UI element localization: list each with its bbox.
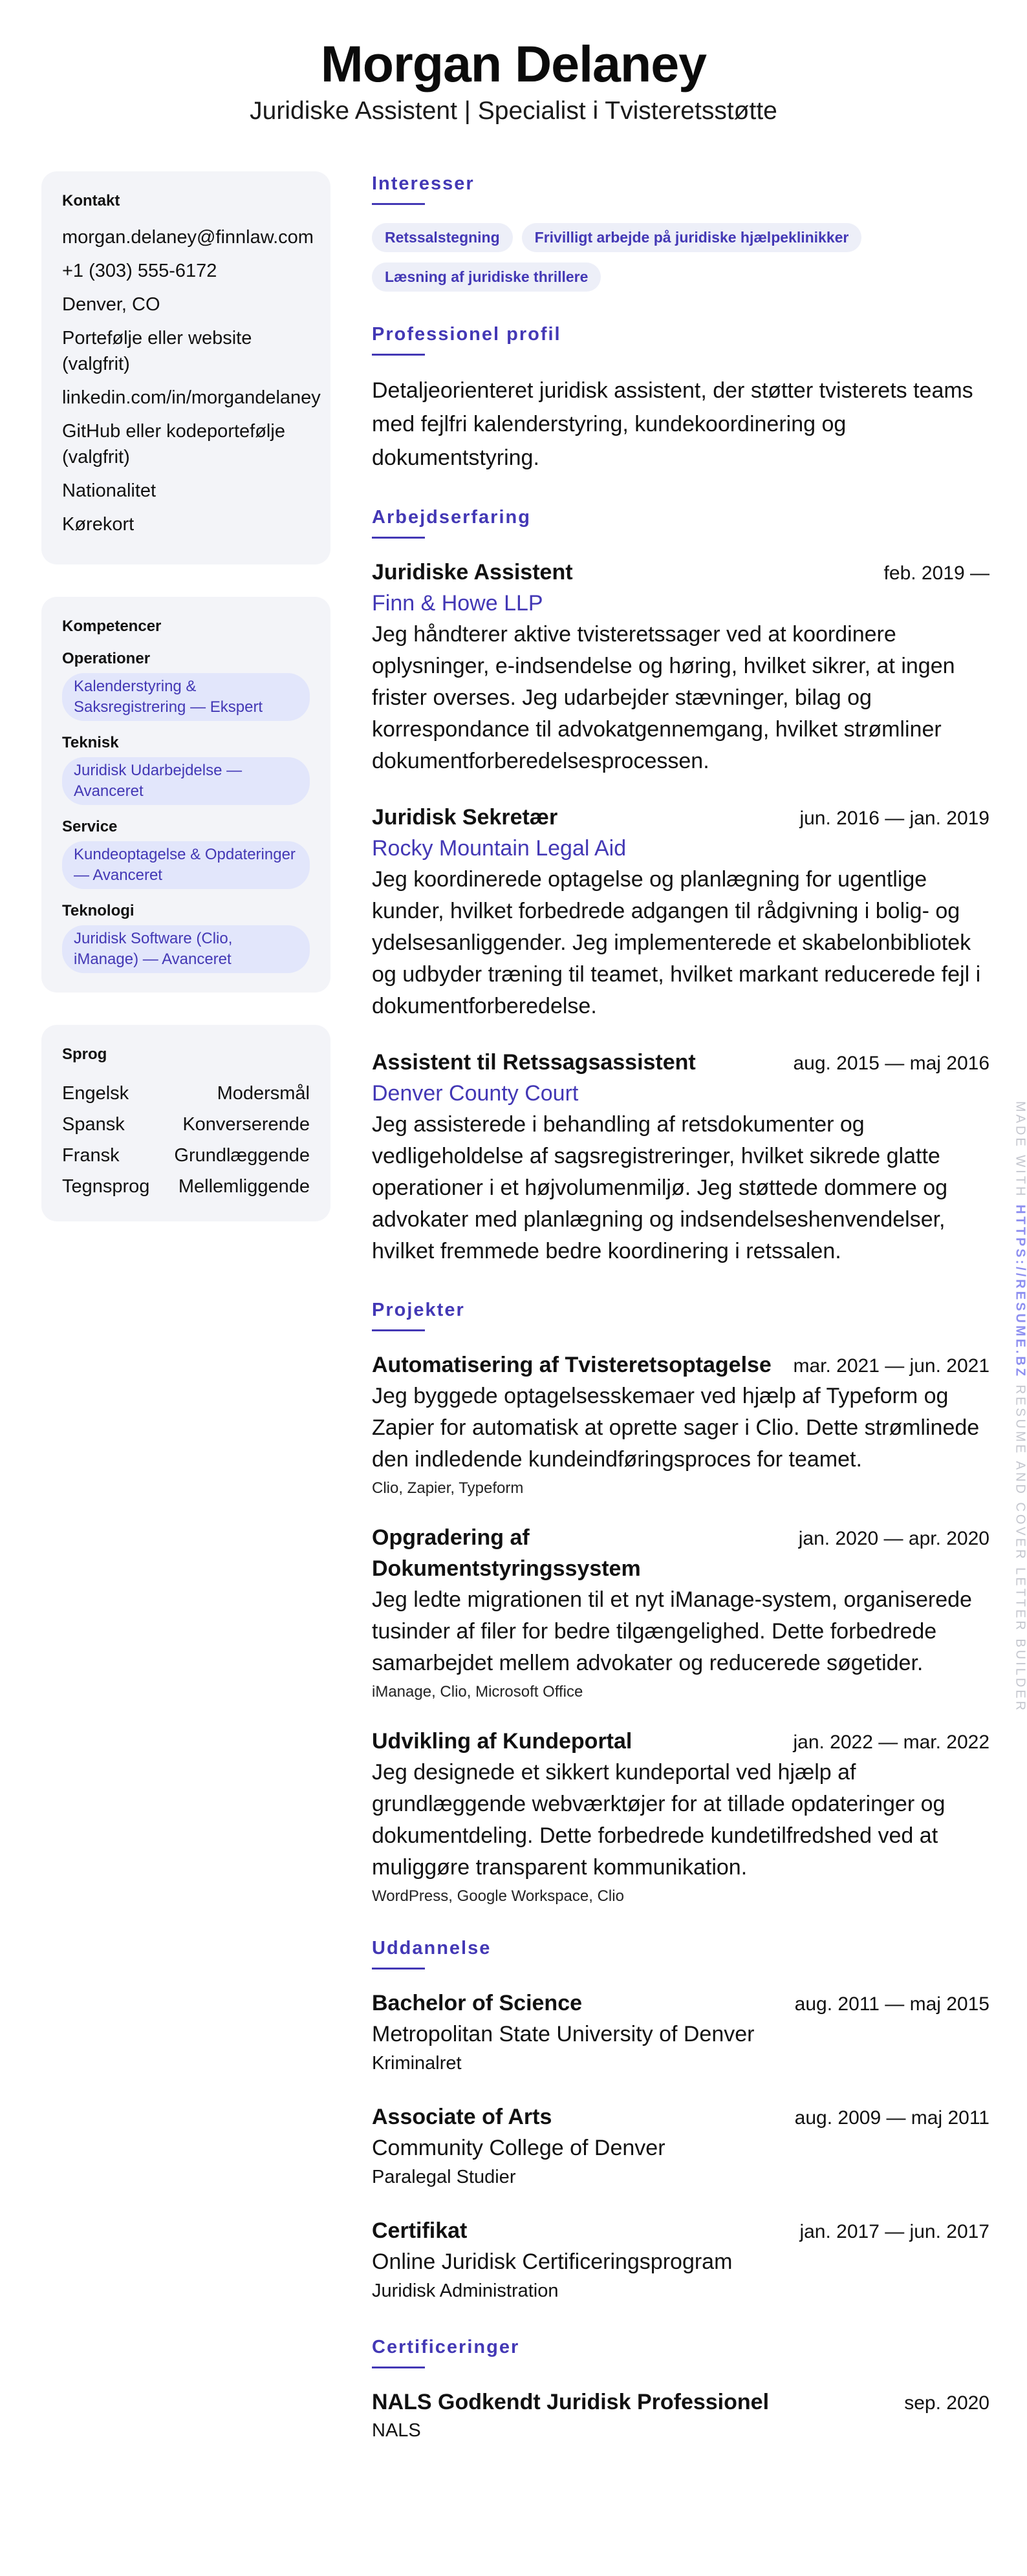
school: Online Juridisk Certificeringsprogram: [372, 2249, 733, 2274]
job-description: Jeg håndterer aktive tvisteretssager ved at koordinere oplysninger, e-indsendelse og høring, hvilket sikrer, at ingen frister overses. Jeg udarbejder stævninger, bilag og korrespondance til advokatgennemgang, hvilket strømliner dokumentforberedelsesprocessen.: [372, 622, 955, 773]
language-name: Engelsk: [62, 1083, 129, 1104]
project-date: jan. 2020 — apr. 2020: [798, 1528, 989, 1549]
education-entry: [372, 1988, 989, 2077]
skill-group-name: Operationer: [62, 650, 151, 667]
contact-phone[interactable]: +1 (303) 555-6172: [62, 261, 217, 281]
certification-issuer: NALS: [372, 2420, 421, 2441]
skills-heading: Kompetencer: [62, 617, 162, 635]
project-description: Jeg ledte migrationen til et nyt iManage-system, organiserede tusinder af filer for bedre tilgængelighed. Dette forbedrede samarbejdet mellem advokater og reducerede søgetider.: [372, 1587, 972, 1675]
language-name: Fransk: [62, 1145, 120, 1166]
job-date: jun. 2016 — jan. 2019: [799, 808, 989, 829]
section-title: Professionel profil: [372, 324, 561, 345]
section-divider: [372, 2367, 425, 2368]
contact-location: Denver, CO: [62, 294, 160, 315]
skill-group-name: Service: [62, 818, 118, 835]
interest-tag: Retssalstegning: [372, 223, 513, 252]
job-title: Assistent til Retssagsassistent: [372, 1050, 696, 1075]
contact-heading: Kontakt: [62, 192, 120, 209]
language-name: Spansk: [62, 1114, 125, 1135]
candidate-name: Morgan Delaney: [320, 35, 707, 92]
section-divider: [372, 203, 425, 205]
section-title: Uddannelse: [372, 1938, 492, 1959]
language-row: [62, 1140, 310, 1171]
section-divider: [372, 1968, 425, 1970]
contact-portfolio[interactable]: Portefølje eller website (valgfrit): [62, 328, 252, 374]
job-title: Juridisk Sekretær: [372, 805, 558, 830]
skill-group-name: Teknologi: [62, 902, 135, 919]
contact-card: [41, 171, 330, 564]
skill-pill: Juridisk Udarbejdelse — Avanceret: [62, 757, 310, 805]
field-of-study: Paralegal Studier: [372, 2167, 516, 2187]
interest-tags: [372, 223, 989, 292]
job-date: feb. 2019 —: [883, 563, 989, 584]
education-date: jan. 2017 — jun. 2017: [799, 2221, 989, 2242]
skill-pill: Kundeoptagelse & Opdateringer — Avanceret: [62, 841, 310, 889]
language-level: Konverserende: [182, 1114, 310, 1135]
school: Community College of Denver: [372, 2136, 665, 2160]
languages-card: [41, 1025, 330, 1221]
projects-section: [372, 1296, 989, 1905]
project-entry: [372, 1349, 989, 1497]
language-row: [62, 1109, 310, 1140]
skill-group: [62, 902, 310, 973]
profile-section: [372, 320, 989, 475]
degree: Certifikat: [372, 2218, 468, 2243]
experience-section: [372, 503, 989, 1267]
certification-entry: [372, 2387, 989, 2443]
project-entry: [372, 1522, 989, 1701]
section-title: Certificeringer: [372, 2337, 520, 2357]
certification-date: sep. 2020: [904, 2392, 989, 2414]
skill-group: [62, 734, 310, 805]
employer: Finn & Howe LLP: [372, 591, 543, 616]
project-description: Jeg byggede optagelsesskemaer ved hjælp af Typeform og Zapier for automatisk at oprette sager i Clio. Dette strømlinede den indledende kundeindføringsproces for teamet.: [372, 1384, 980, 1472]
interest-tag: Læsning af juridiske thrillere: [372, 263, 601, 292]
certifications-section: [372, 2333, 989, 2443]
experience-entry: [372, 557, 989, 777]
language-name: Tegnsprog: [62, 1176, 150, 1197]
skill-pill: Juridisk Software (Clio, iManage) — Avanceret: [62, 925, 310, 973]
skills-card: [41, 597, 330, 993]
education-section: [372, 1934, 989, 2304]
watermark: [1013, 1101, 1027, 1713]
section-divider: [372, 354, 425, 356]
skill-group: [62, 818, 310, 889]
section-divider: [372, 537, 425, 539]
watermark-prefix: MADE WITH: [1013, 1100, 1027, 1199]
section-title: Arbejdserfaring: [372, 507, 531, 528]
language-row: [62, 1078, 310, 1109]
project-description: Jeg designede et sikkert kundeportal ved hjælp af grundlæggende webværktøjer for at tillade opdateringer og dokumentdeling. Dette forbedrede kundetilfredshed ved at muliggøre transparent kommunikation.: [372, 1760, 946, 1880]
profile-summary: Detaljeorienteret juridisk assistent, der støtter tvisterets teams med fejlfri kalenderstyring, kundekoordinering og dokumentstyring.: [372, 378, 973, 470]
contact-linkedin[interactable]: linkedin.com/in/morgandelaney: [62, 387, 321, 408]
project-tech: WordPress, Google Workspace, Clio: [372, 1887, 624, 1905]
project-title: Automatisering af Tvisteretsoptagelse: [372, 1353, 772, 1377]
candidate-title: Juridiske Assistent | Specialist i Tvisteretsstøtte: [250, 96, 777, 125]
interest-tag: Frivilligt arbejde på juridiske hjælpeklinikker: [522, 223, 862, 252]
project-date: mar. 2021 — jun. 2021: [793, 1355, 989, 1377]
job-title: Juridiske Assistent: [372, 560, 573, 585]
languages-heading: Sprog: [62, 1046, 107, 1063]
watermark-link[interactable]: HTTPS://RESUME.BZ: [1013, 1204, 1027, 1379]
field-of-study: Juridisk Administration: [372, 2281, 559, 2301]
project-entry: [372, 1726, 989, 1905]
language-level: Grundlæggende: [174, 1145, 310, 1166]
degree: Bachelor of Science: [372, 1991, 583, 2015]
section-title: Projekter: [372, 1300, 465, 1320]
resume-header: [0, 34, 1027, 127]
section-divider: [372, 1329, 425, 1331]
contact-license: Kørekort: [62, 514, 135, 535]
employer: Rocky Mountain Legal Aid: [372, 836, 627, 861]
degree: Associate of Arts: [372, 2105, 552, 2129]
job-date: aug. 2015 — maj 2016: [793, 1053, 989, 1074]
education-date: aug. 2011 — maj 2015: [794, 1993, 989, 2015]
language-level: Modersmål: [217, 1083, 310, 1104]
education-date: aug. 2009 — maj 2011: [794, 2107, 989, 2129]
contact-email[interactable]: morgan.delaney@finnlaw.com: [62, 227, 314, 248]
sidebar: [41, 171, 330, 1254]
contact-github[interactable]: GitHub eller kodeportefølje (valgfrit): [62, 421, 285, 467]
interests-section: [372, 169, 989, 292]
project-title: Udvikling af Kundeportal: [372, 1729, 632, 1754]
education-entry: [372, 2215, 989, 2304]
job-description: Jeg koordinerede optagelse og planlægning for ugentlige kunder, hvilket forbedrede adgangen til rådgivning i bolig- og ydelsesanliggender. Jeg implementerede et skabelonbibliotek og udbyder træning til teamet, hvilket markant reducerede fejl i dokumentforberedelse.: [372, 867, 981, 1018]
main-content: [372, 169, 989, 2472]
project-tech: iManage, Clio, Microsoft Office: [372, 1683, 583, 1701]
project-tech: Clio, Zapier, Typeform: [372, 1479, 524, 1497]
project-title: Opgradering af Dokumentstyringssystem: [372, 1525, 641, 1581]
job-description: Jeg assisterede i behandling af retsdokumenter og vedligeholdelse af sagsregistreringer, hvilket sikrede glatte operationer i et højvolumenmiljø. Jeg støttede dommere og advokater med planlægning og indsendelseshenvendelser, hvilket fremmede bedre koordinering i retssalen.: [372, 1112, 948, 1263]
education-entry: [372, 2101, 989, 2191]
school: Metropolitan State University of Denver: [372, 2022, 755, 2046]
experience-entry: [372, 802, 989, 1022]
language-row: [62, 1171, 310, 1202]
field-of-study: Kriminalret: [372, 2053, 462, 2074]
skill-group-name: Teknisk: [62, 734, 119, 751]
employer: Denver County Court: [372, 1081, 579, 1106]
contact-nationality: Nationalitet: [62, 480, 157, 501]
skill-pill: Kalenderstyring & Saksregistrering — Ekspert: [62, 673, 310, 721]
certification-name: NALS Godkendt Juridisk Professionel: [372, 2390, 770, 2414]
experience-entry: [372, 1047, 989, 1267]
section-title: Interesser: [372, 173, 475, 194]
project-date: jan. 2022 — mar. 2022: [793, 1732, 989, 1753]
language-level: Mellemliggende: [178, 1176, 310, 1197]
watermark-suffix: RESUME AND COVER LETTER BUILDER: [1013, 1384, 1027, 1713]
skill-group: [62, 650, 310, 721]
